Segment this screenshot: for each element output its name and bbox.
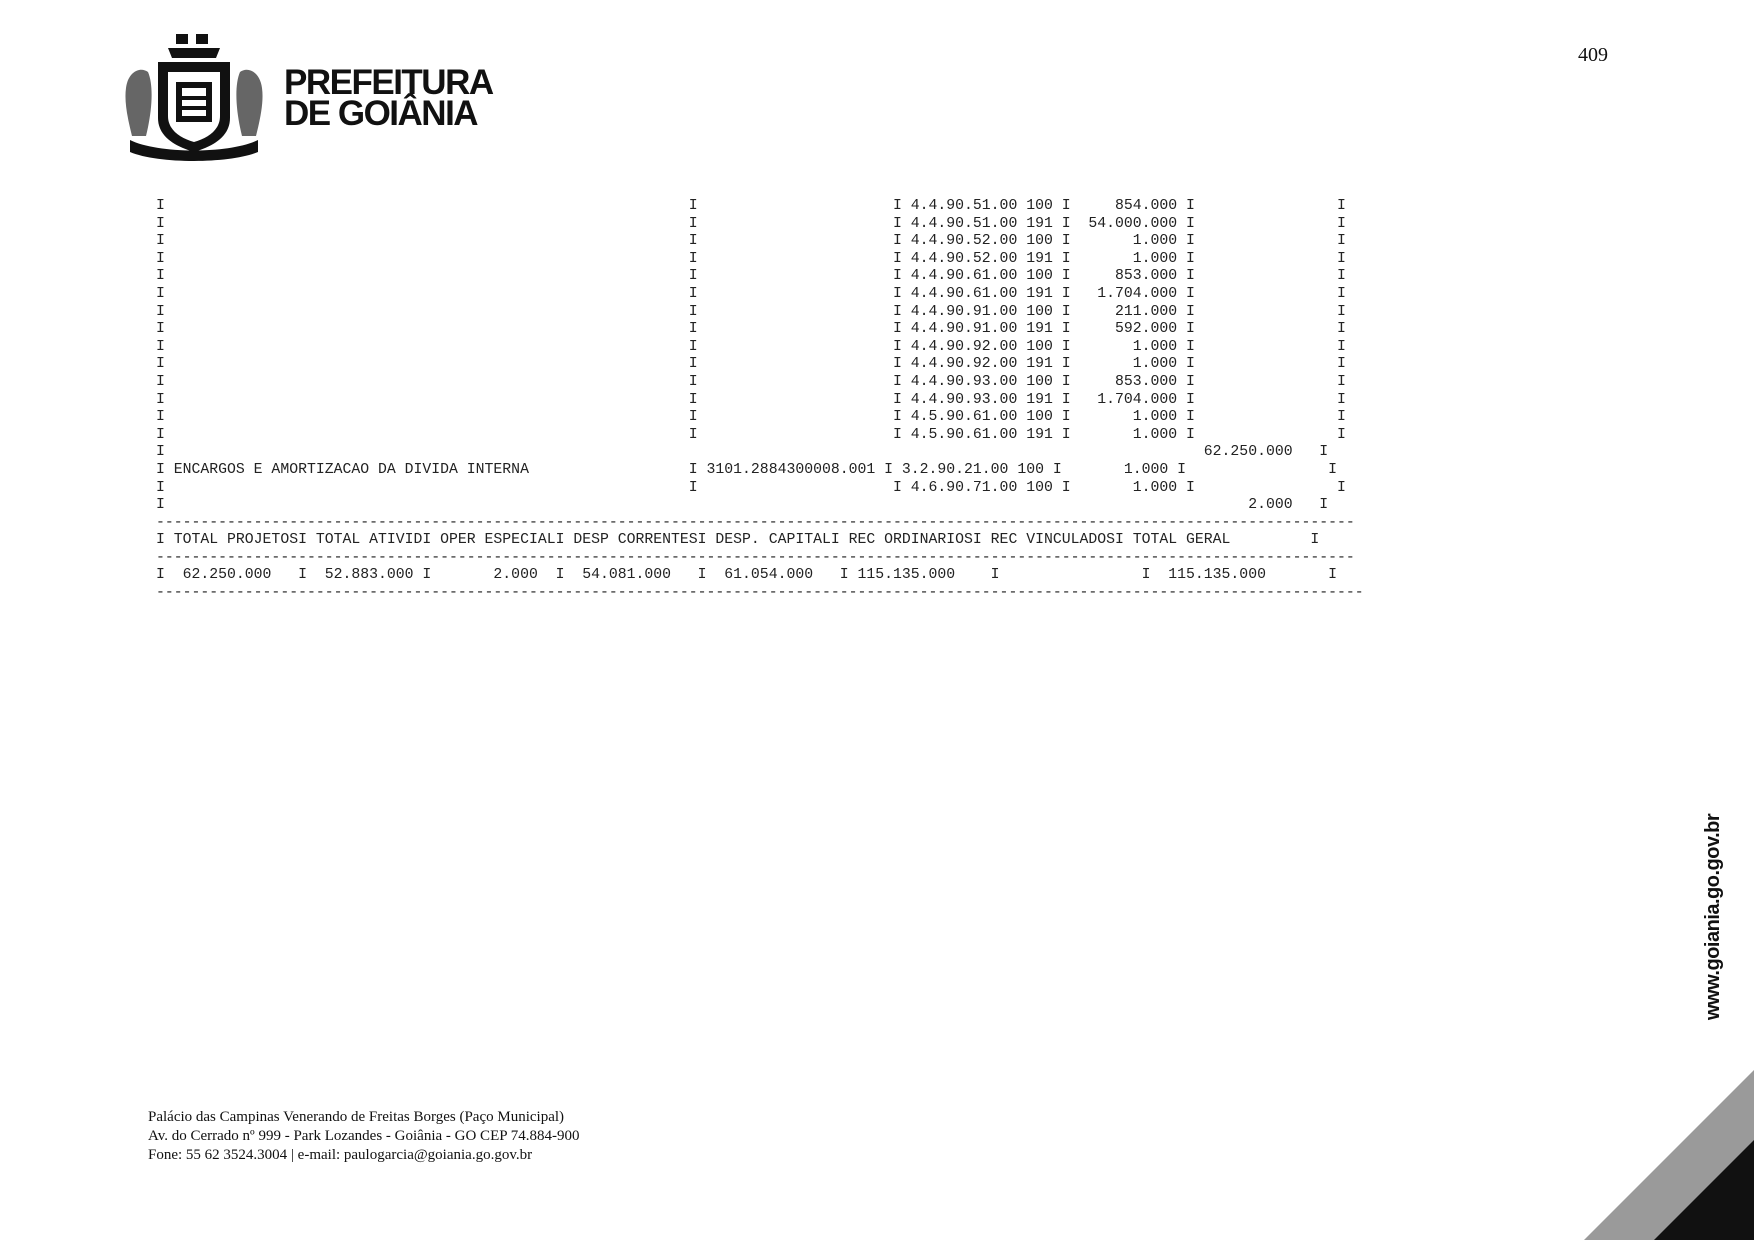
report-line: I I I 4.4.90.91.00 191 I 592.000 I I [156,321,1346,338]
report-line: I I I 4.4.90.61.00 100 I 853.000 I I [156,268,1346,285]
report-separator: --------------------------------------------------------------------------------------------------------------------------------------- [156,549,1355,566]
report-line: I I I 4.4.90.61.00 191 I 1.704.000 I I [156,285,1346,302]
report-line: I I I 4.4.90.93.00 100 I 853.000 I I [156,373,1346,390]
report-line: I I I 4.4.90.92.00 100 I 1.000 I I [156,338,1346,355]
totals-header-row: I TOTAL PROJETOSI TOTAL ATIVIDI OPER ESPECIALI DESP CORRENTESI DESP. CAPITALI REC ORDINARIOSI REC VINCULADOSI TOTAL GERAL I [156,532,1320,549]
report-separator: ---------------------------------------------------------------------------------------------------------------------------------------- [156,585,1364,602]
report-line: I I I 4.5.90.61.00 191 I 1.000 I I [156,426,1346,443]
totals-values-row: I 62.250.000 I 52.883.000 I 2.000 I 54.081.000 I 61.054.000 I 115.135.000 I I 115.135.000 I [156,567,1337,584]
report-line: I ENCARGOS E AMORTIZACAO DA DIVIDA INTERNA I 3101.2884300008.001 I 3.2.90.21.00 100 I 1.000 I I [156,461,1337,478]
footer-line-2: Av. do Cerrado nº 999 - Park Lozandes - Goiânia - GO CEP 74.884-900 [148,1128,580,1144]
report-line: I I I 4.4.90.92.00 191 I 1.000 I I [156,356,1346,373]
report-line: I I I 4.4.90.91.00 100 I 211.000 I I [156,303,1346,320]
report-line: I I I 4.4.90.51.00 100 I 854.000 I I [156,198,1346,214]
logo-line-2: DE GOIÂNIA [284,94,478,133]
report-separator: --------------------------------------------------------------------------------------------------------------------------------------- [156,514,1355,531]
city-coat-of-arms-icon [118,32,270,164]
prefeitura-logo [118,32,493,164]
report-line: I I I 4.4.90.52.00 191 I 1.000 I I [156,250,1346,267]
footer-line-1: Palácio das Campinas Venerando de Freitas Borges (Paço Municipal) [148,1109,565,1125]
budget-report-table [156,198,1364,603]
report-line: I I I 4.6.90.71.00 100 I 1.000 I I [156,479,1346,496]
footer-address [148,1108,580,1165]
logo-wordmark [284,63,493,133]
website-url: www.goiania.go.gov.br [1702,813,1724,1020]
report-line: I 62.250.000 I [156,444,1329,461]
page-number: 409 [1578,44,1608,66]
report-line: I I I 4.4.90.93.00 191 I 1.704.000 I I [156,391,1346,408]
report-line: I I I 4.5.90.61.00 100 I 1.000 I I [156,409,1346,426]
report-line: I I I 4.4.90.51.00 191 I 54.000.000 I I [156,215,1346,232]
corner-decoration [1584,1070,1754,1240]
report-line: I I I 4.4.90.52.00 100 I 1.000 I I [156,233,1346,250]
report-line: I 2.000 I [156,497,1329,514]
logo-line-1: PREFEITURA [284,63,493,102]
footer-line-3: Fone: 55 62 3524.3004 | e-mail: paulogarcia@goiania.go.gov.br [148,1147,533,1163]
